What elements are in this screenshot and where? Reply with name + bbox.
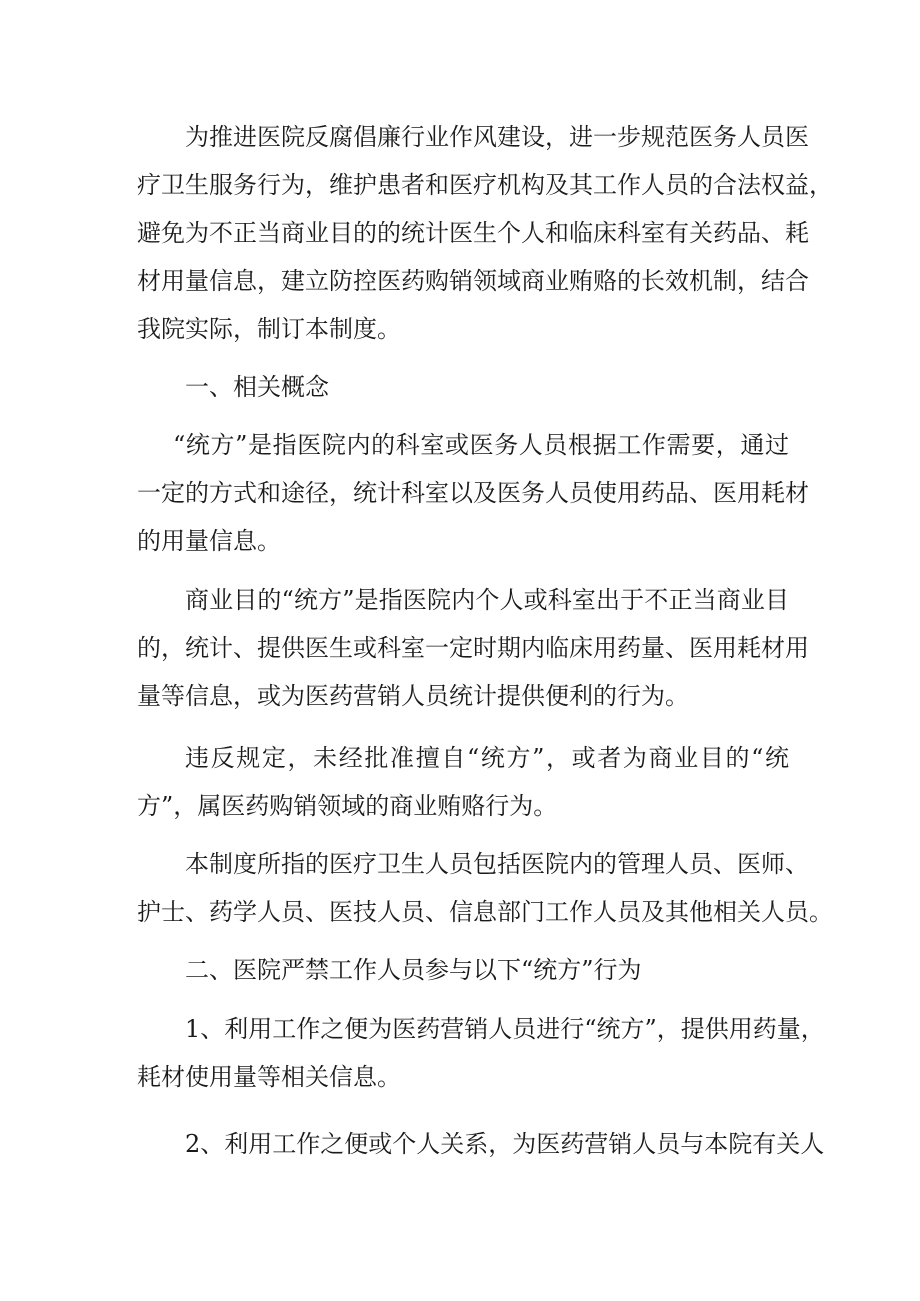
section-heading: 一、相关概念: [185, 373, 329, 401]
paragraph-line: 商业目的“统方”是指医院内个人或科室出于不正当商业目: [185, 586, 789, 614]
paragraph-line: 本制度所指的医疗卫生人员包括医院内的管理人员、医师、: [185, 850, 809, 878]
paragraph-line: 我院实际，制订本制度。: [137, 315, 401, 343]
paragraph-line: 2、利用工作之便或个人关系，为医药营销人员与本院有关人: [185, 1130, 825, 1158]
paragraph-line: 1、利用工作之便为医药营销人员进行“统方”，提供用药量，: [185, 1015, 825, 1043]
paragraph-line: 方”，属医药购销领域的商业贿赂行为。: [137, 792, 558, 820]
paragraph-line: “统方”是指医院内的科室或医务人员根据工作需要，通过: [173, 431, 789, 459]
paragraph-line: 疗卫生服务行为，维护患者和医疗机构及其工作人员的合法权益，: [137, 171, 833, 199]
section-heading: 二、医院严禁工作人员参与以下“统方”行为: [185, 956, 642, 984]
paragraph-line: 避免为不正当商业目的的统计医生个人和临床科室有关药品、耗: [137, 219, 809, 247]
paragraph-line: 为推进医院反腐倡廉行业作风建设，进一步规范医务人员医: [185, 123, 809, 151]
paragraph-line: 的用量信息。: [137, 527, 281, 555]
paragraph-line: 量等信息，或为医药营销人员统计提供便利的行为。: [137, 682, 689, 710]
paragraph-line: 材用量信息，建立防控医药购销领域商业贿赂的长效机制，结合: [137, 267, 809, 295]
paragraph-line: 的，统计、提供医生或科室一定时期内临床用药量、医用耗材用: [137, 634, 809, 662]
paragraph-line: 违反规定，未经批准擅自“统方”，或者为商业目的“统: [185, 744, 789, 772]
paragraph-line: 耗材使用量等相关信息。: [137, 1063, 401, 1091]
paragraph-line: 一定的方式和途径，统计科室以及医务人员使用药品、医用耗材: [137, 479, 809, 507]
paragraph-line: 护士、药学人员、医技人员、信息部门工作人员及其他相关人员。: [137, 898, 833, 926]
